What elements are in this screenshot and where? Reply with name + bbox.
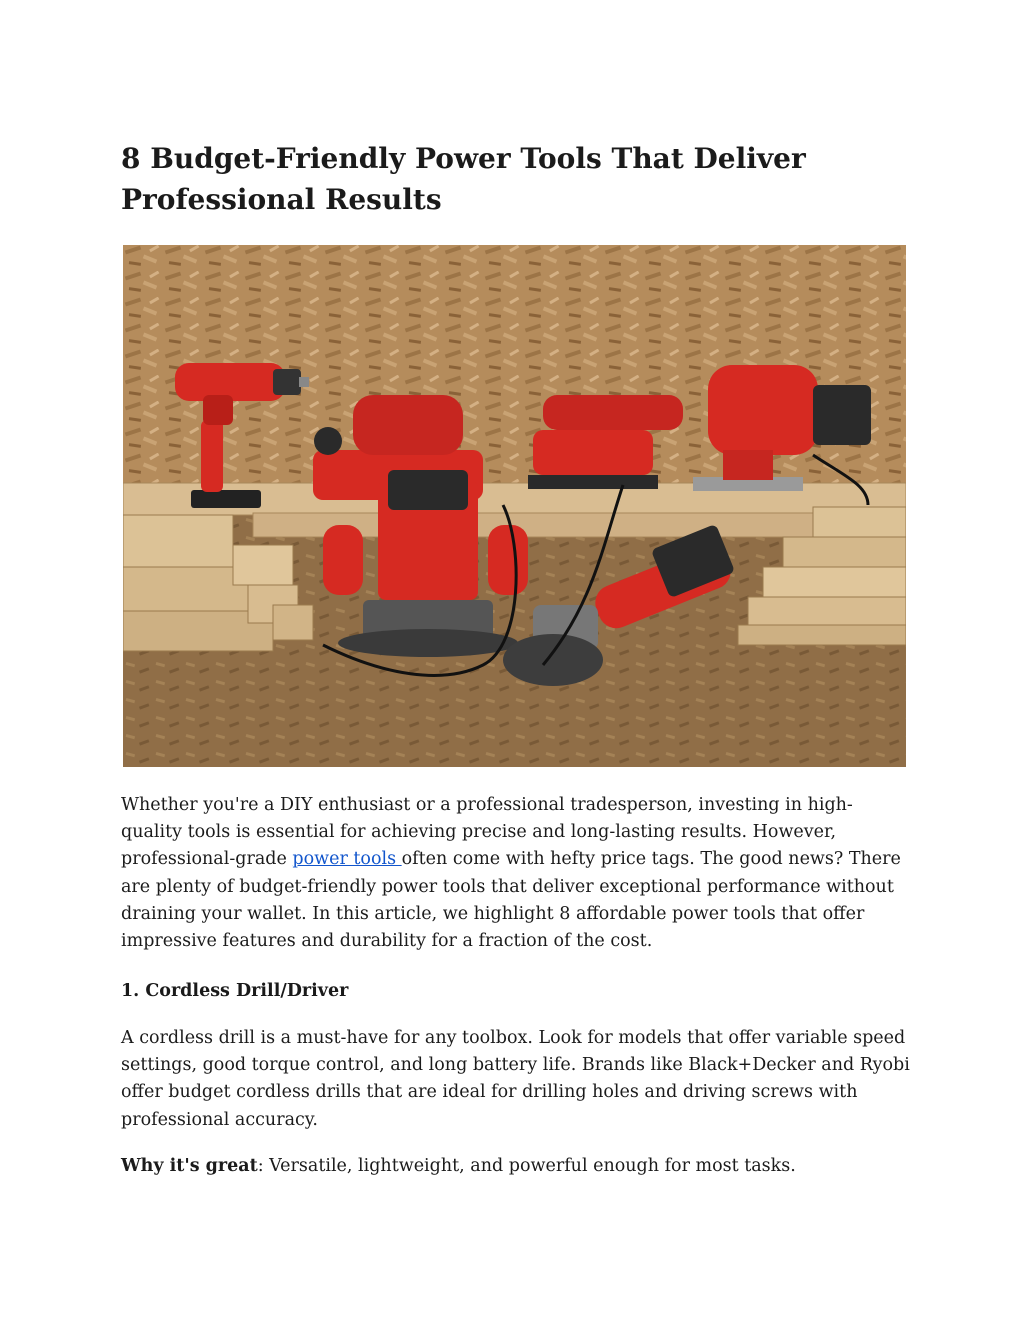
why-label: Why it's great	[121, 1156, 258, 1176]
intro-text-before-link: Whether you're a DIY enthusiast or a professional tradesperson, investing in high-quality tools is essential for achieving precise and long-lasting results. However, professional-grade	[121, 795, 853, 870]
section-heading-cordless-drill: 1. Cordless Drill/Driver	[121, 981, 349, 1001]
power-tools-link[interactable]: power tools	[292, 849, 402, 870]
article-title: 8 Budget-Friendly Power Tools That Deliver Professional Results	[121, 142, 806, 216]
hero-image-power-tools	[123, 245, 906, 767]
why-text: : Versatile, lightweight, and powerful enough for most tasks.	[257, 1156, 796, 1176]
intro-paragraph	[121, 792, 911, 955]
section-body-paragraph: A cordless drill is a must-have for any toolbox. Look for models that offer variable speed settings, good torque control, and long battery life. Brands like Black+Decker and Ryobi offer budget cordless drills that are ideal for drilling holes and driving screws with professional accuracy.	[121, 1028, 910, 1130]
why-its-great-paragraph	[121, 1153, 911, 1180]
intro-text-after-link: often come with hefty price tags. The good news? There are plenty of budget-friendly power tools that deliver exceptional performance without draining your wallet. In this article, we highlight 8 affordable power tools that offer impressive features and durability for a fraction of the cost.	[121, 849, 901, 952]
